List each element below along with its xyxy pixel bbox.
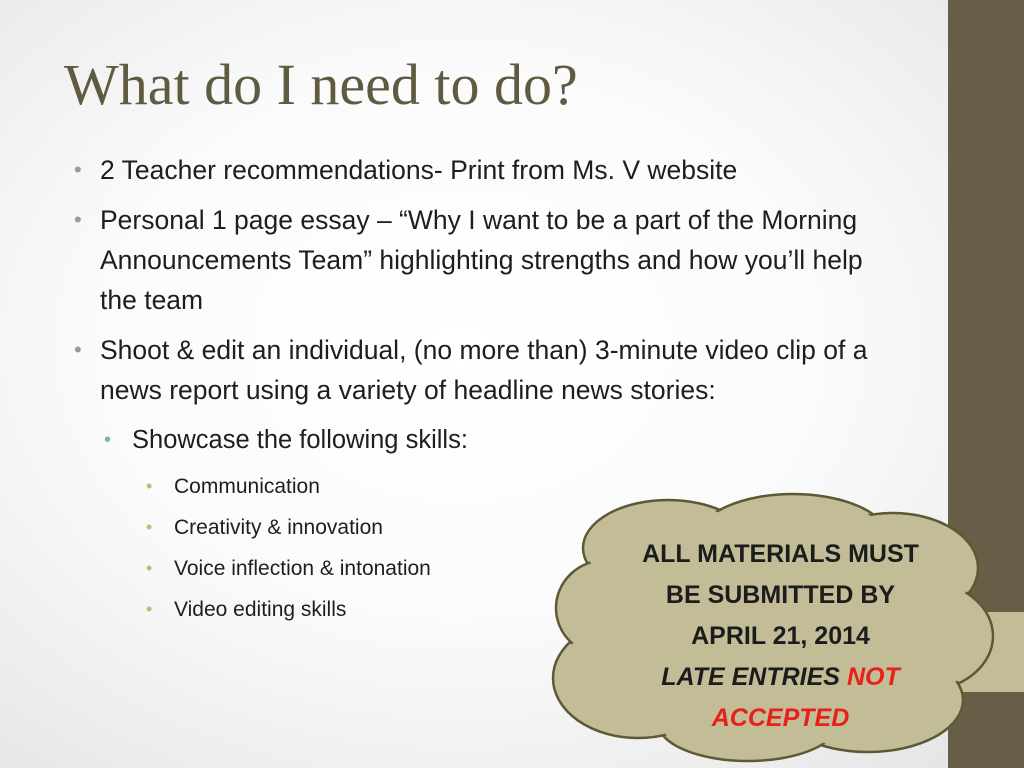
slide-title: What do I need to do? (64, 52, 578, 117)
bullet-dot-icon: • (146, 558, 153, 578)
bullet-dot-icon: • (146, 599, 153, 619)
bullet-text: Personal 1 page essay – “Why I want to be a part of the Morning Announcements Team” highlighting strengths and how you’ll help the team (100, 205, 863, 315)
bullet-dot-icon: • (74, 207, 82, 232)
skill-text: Creativity & innovation (174, 516, 383, 539)
bullet-text: Shoot & edit an individual, (no more than) 3-minute video clip of a news report using a variety of headline news stories: (100, 335, 868, 405)
callout-late-line (608, 657, 953, 698)
bullet-dot-icon: • (146, 517, 153, 537)
bullet-dot-icon: • (146, 476, 153, 496)
deadline-callout (548, 488, 1000, 763)
bullet-dot-icon: • (74, 157, 82, 182)
skill-text: Voice inflection & intonation (174, 557, 431, 580)
skill-text: Video editing skills (174, 598, 347, 621)
callout-line: BE SUBMITTED BY (665, 581, 896, 609)
sub-bullet-text: Showcase the following skills: (132, 426, 468, 454)
bullet-dot-icon: • (74, 337, 82, 362)
bullet-video (74, 330, 874, 410)
bullet-dot-icon: • (104, 429, 112, 451)
skill-text: Communication (174, 475, 320, 498)
callout-line: APRIL 21, 2014 (691, 622, 870, 650)
late-entries-text: LATE ENTRIES (661, 663, 840, 691)
callout-text (608, 534, 953, 739)
not-text: NOT (846, 663, 900, 691)
bullet-recommendations (74, 150, 874, 190)
sub-bullet-showcase (104, 420, 874, 460)
bullet-text: 2 Teacher recommendations- Print from Ms. V website (100, 155, 738, 185)
callout-line: ALL MATERIALS MUST (642, 540, 919, 568)
bullet-essay (74, 200, 874, 320)
accepted-text: ACCEPTED (711, 704, 850, 732)
